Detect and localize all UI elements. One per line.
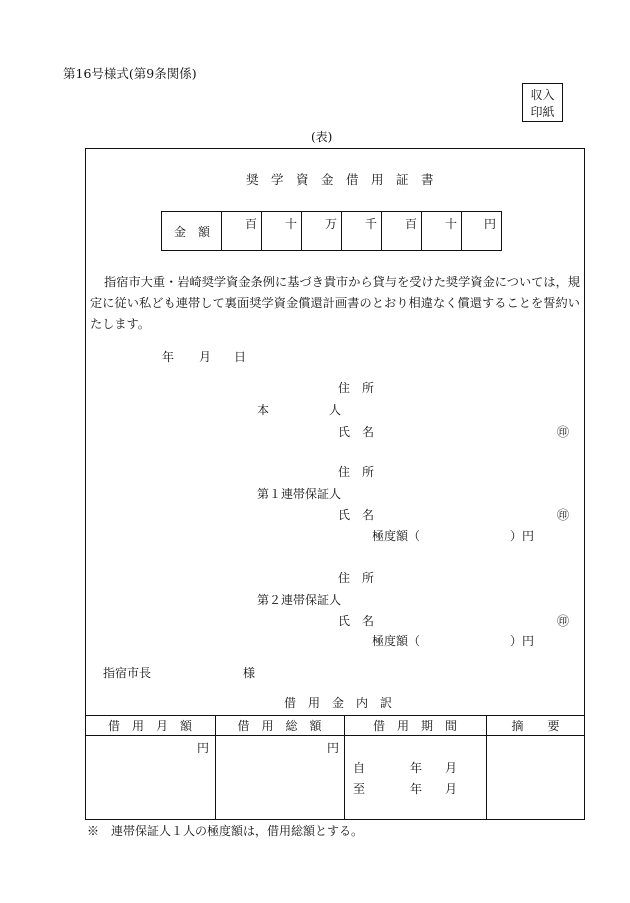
- amount-table: [161, 211, 502, 251]
- loan-breakdown-table: [85, 715, 585, 820]
- pledge-text: [90, 272, 580, 335]
- date-month: 月: [199, 350, 212, 364]
- header-monthly-amount: 借 用 月 額: [107, 719, 192, 733]
- amount-unit-juu-man: 十: [285, 217, 298, 231]
- principal-role: 本 人: [257, 403, 342, 417]
- monthly-amount-unit: 円: [197, 741, 210, 755]
- guarantor2-role: 第２連帯保証人: [257, 593, 342, 607]
- stamp-label-line2: 印紙: [530, 105, 555, 119]
- date-year: 年: [162, 350, 175, 364]
- guarantor2-address-label: 住 所: [338, 571, 375, 585]
- footnote: ※ 連帯保証人１人の極度額は，借用総額とする。: [87, 824, 364, 838]
- addressee-honorific: 様: [243, 666, 256, 680]
- period-to-label: 至: [353, 782, 366, 796]
- side-label: (表): [311, 130, 333, 144]
- amount-unit-hyaku-man: 百: [245, 217, 258, 231]
- amount-label: 金 額: [174, 225, 211, 239]
- guarantor2-limit-label: 極度額（: [372, 634, 421, 648]
- guarantor1-name-label: 氏 名: [338, 508, 375, 522]
- period-to-year: 年: [410, 782, 423, 796]
- document-title: 奨 学 資 金 借 用 証 書: [246, 172, 434, 187]
- period-from-label: 自: [353, 761, 366, 775]
- pledge-text-content: 指宿市大重・岩崎奨学資金条例に基づき貴市から貸与を受けた奨学資金については，規定に従い私ども連帯して裏面奨学資金償還計画書のとおり相違なく償還することを誓約いたします。: [90, 275, 580, 331]
- amount-unit-juu: 十: [445, 217, 458, 231]
- header-loan-period: 借 用 期 間: [372, 719, 457, 733]
- amount-unit-hyaku: 百: [405, 217, 418, 231]
- principal-address-label: 住 所: [338, 381, 375, 395]
- addressee-label: 指宿市長: [103, 666, 152, 680]
- revenue-stamp-box: [522, 83, 563, 122]
- guarantor1-role: 第１連帯保証人: [257, 487, 342, 501]
- loan-breakdown-title: 借 用 金 内 訳: [284, 696, 393, 710]
- guarantor2-limit-suffix: ）円: [510, 634, 535, 648]
- guarantor2-seal: ㊞: [557, 614, 570, 628]
- header-remarks: 摘 要: [511, 719, 560, 733]
- header-total-amount: 借 用 総 額: [237, 719, 322, 733]
- amount-unit-sen: 千: [365, 217, 378, 231]
- guarantor2-name-label: 氏 名: [338, 614, 375, 628]
- guarantor1-limit-suffix: ）円: [510, 529, 535, 543]
- guarantor1-seal: ㊞: [557, 508, 570, 522]
- period-from-month: 月: [445, 761, 458, 775]
- amount-unit-en: 円: [484, 217, 497, 231]
- amount-unit-man: 万: [325, 217, 338, 231]
- principal-seal: ㊞: [557, 425, 570, 439]
- guarantor1-address-label: 住 所: [338, 465, 375, 479]
- total-amount-unit: 円: [327, 741, 340, 755]
- principal-name-label: 氏 名: [338, 425, 375, 439]
- guarantor1-limit-label: 極度額（: [372, 529, 421, 543]
- stamp-label-line1: 収入: [530, 88, 555, 102]
- period-from-year: 年: [410, 761, 423, 775]
- form-number: 第16号様式(第9条関係): [63, 66, 197, 81]
- period-to-month: 月: [445, 782, 458, 796]
- date-day: 日: [234, 350, 247, 364]
